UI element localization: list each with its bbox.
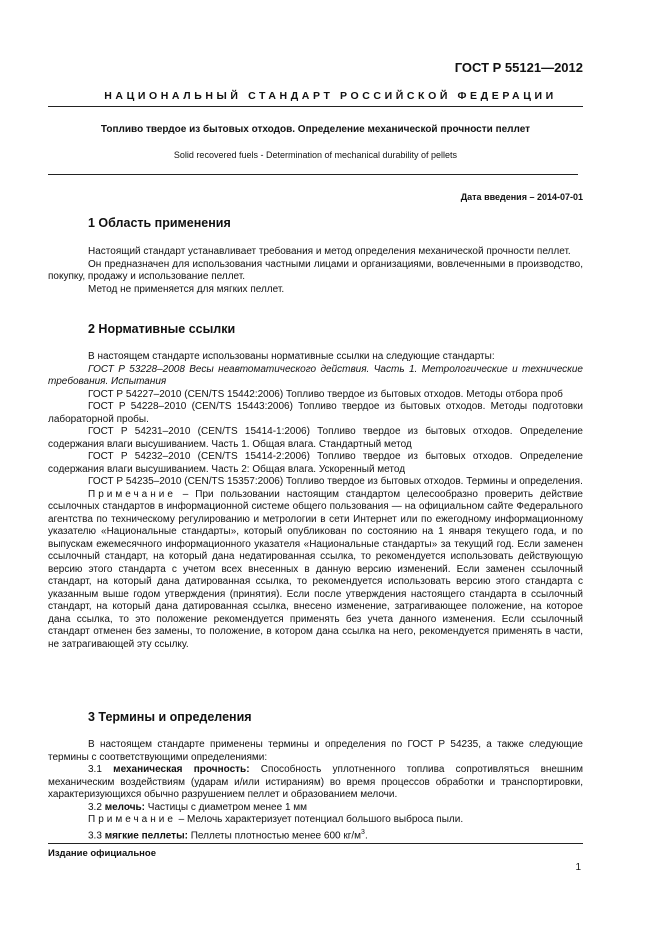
- paragraph: Он предназначен для использования частными лицами и организациями, вовлеченными в производство, покупку, продажу и использование пеллет.: [48, 258, 583, 282]
- section-2-heading: 2 Нормативные ссылки: [88, 322, 236, 336]
- standard-title: НАЦИОНАЛЬНЫЙ СТАНДАРТ РОССИЙСКОЙ ФЕДЕРАЦИИ: [104, 90, 557, 102]
- document-code: ГОСТ Р 55121—2012: [454, 60, 583, 75]
- document-title-ru: Топливо твердое из бытовых отходов. Определение механической прочности пеллет: [100, 124, 531, 135]
- term-name: механическая прочность:: [113, 764, 250, 775]
- superscript: 3: [361, 828, 365, 836]
- reference-item: ГОСТ Р 54227–2010 (CEN/TS 15442:2006) Топливо твердое из бытовых отходов. Методы отбора проб: [88, 388, 563, 400]
- note-label: Примечание: [88, 488, 176, 500]
- section-3-body: [48, 739, 583, 842]
- term-item: [48, 827, 583, 843]
- note-text: – Мелочь характеризует потенциал большого выброса пыли.: [175, 814, 464, 825]
- term-definition: Частицы с диаметром менее 1 мм: [145, 801, 308, 813]
- reference-italic: ГОСТ Р 53228–2008 Весы неавтоматического действия. Часть 1. Метрологические и технические требования. Испытания: [48, 363, 583, 387]
- reference-item: ГОСТ Р 54232–2010 (CEN/TS 15414-2:2006) Топливо твердое из бытовых отходов. Определение содержания влаги высушиванием. Часть 2: Общая влага. Ускоренный метод: [48, 451, 583, 475]
- term-name: мелочь:: [104, 801, 146, 813]
- reference-item: ГОСТ Р 54235–2010 (CEN/TS 15357:2006) Топливо твердое из бытовых отходов. Термины и определения.: [88, 476, 583, 487]
- section-2-body: [48, 351, 583, 651]
- section-1-heading: 1 Область применения: [88, 216, 231, 230]
- paragraph: В настоящем стандарте использованы нормативные ссылки на следующие стандарты:: [88, 351, 495, 362]
- reference-item: ГОСТ Р 54228–2010 (CEN/TS 15443:2006) Топливо твердое из бытовых отходов. Методы подготовки лабораторной пробы.: [48, 401, 583, 425]
- term-item: [48, 764, 583, 802]
- paragraph: Настоящий стандарт устанавливает требования и метод определения механической прочности пеллет.: [88, 246, 571, 257]
- footer-rule: [48, 843, 583, 844]
- term-item: [48, 802, 583, 815]
- paragraph: В настоящем стандарте применены термины и определения по ГОСТ Р 54235, а также следующие термины с соответствующими определениями:: [48, 739, 583, 763]
- term-name: мягкие пеллеты:: [104, 829, 188, 841]
- title-underline-rule: [48, 174, 578, 175]
- document-title-en: Solid recovered fuels - Determination of mechanical durability of pellets: [173, 150, 458, 160]
- section-1-body: [48, 246, 583, 296]
- reference-item: [48, 364, 583, 389]
- intro-date: Дата введения – 2014-07-01: [460, 192, 583, 202]
- term-number: 3.1: [88, 764, 114, 775]
- term-number: 3.2: [88, 801, 105, 813]
- official-edition: Издание официальное: [48, 848, 156, 859]
- term-end: .: [364, 829, 368, 841]
- note: [48, 814, 583, 827]
- paragraph: Метод не применяется для мягких пеллет.: [88, 283, 285, 295]
- term-definition: Пеллеты плотностью менее 600 кг/м: [187, 829, 362, 841]
- term-definition: Способность уплотненного топлива сопротивляться внешним механическим воздействиям (ударам и/или истираниям) во время процессов обработки и транспортировки, характеризующихся обычно разрушением пеллет и образованием мелочи.: [48, 764, 584, 800]
- title-rule: [48, 106, 583, 107]
- term-number: 3.3: [88, 829, 105, 841]
- note: [48, 489, 583, 652]
- note-label: Примечание: [88, 814, 176, 825]
- page-number: 1: [575, 862, 581, 873]
- reference-item: ГОСТ Р 54231–2010 (CEN/TS 15414-1:2006) Топливо твердое из бытовых отходов. Определение содержания влаги высушиванием. Часть 1. Общая влага. Стандартный метод: [48, 426, 583, 450]
- note-text: – При пользовании настоящим стандартом целесообразно проверить действие ссылочных стандартов в информационной системе общего пользования — на официальном сайте Федерального агентства по техническому регулированию и метрологии в сети Интернет или по ежегодному информационному указателю «Национальные стандарты», который опубликован по состоянию на 1 января текущего года, и по выпускам ежемесячного информационного указателя «Национальные стандарты» за текущий год. Если заменен ссылочный стандарт, на который дана недатированная ссылка, то рекомендуется использовать действующую версию этого стандарта с учетом всех внесенных в данную версию изменений. Если заменен ссылочный стандарт, на который дана датированная ссылка, то рекомендуется использовать версию этого стандарта с указанным выше годом утверждения (принятия). Если после утверждения настоящего стандарта в ссылочный стандарт, на который дана датированная ссылка, внесено изменение, затрагивающее положение, на которое дана ссылка, то это положение рекомендуется применять без учета данного изменения. Если ссылочный стандарт отменен без замены, то положение, в котором дана ссылка на него, рекомендуется применять в части, не затрагивающей эту ссылку.: [48, 488, 583, 650]
- section-3-heading: 3 Термины и определения: [88, 710, 252, 724]
